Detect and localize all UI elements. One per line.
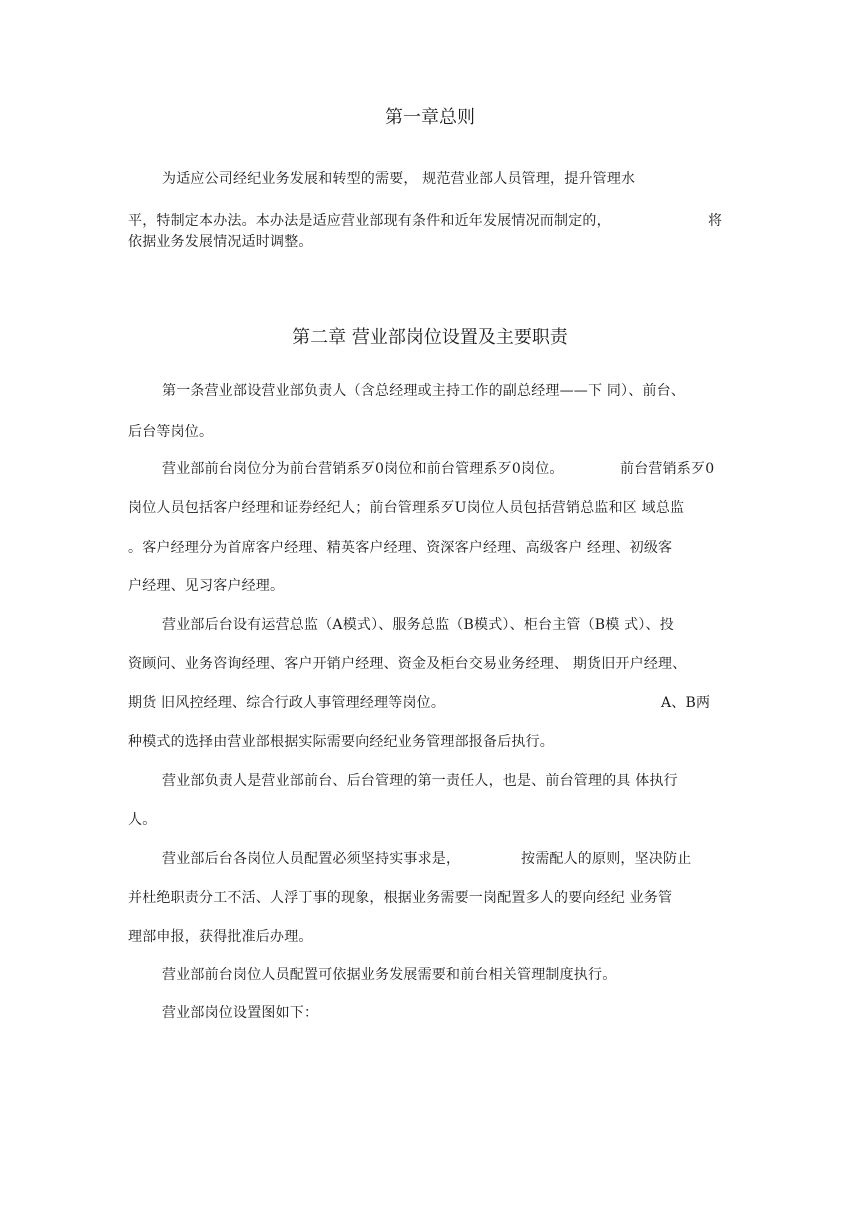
chapter-2-line-7: 营业部后台设有运营总监（A模式）、服务总监（B模式）、柜台主管（B模 式）、投 bbox=[162, 617, 674, 633]
chapter-2-line-11: 营业部负责人是营业部前台、后台管理的第一责任人，也是、前台管理的具 体执行 bbox=[162, 773, 678, 789]
chapter-1-paragraph-line-3: 依据业务发展情况适时调整。 bbox=[128, 234, 313, 250]
chapter-2-line-6: 户经理、见习客户经理。 bbox=[128, 578, 285, 594]
chapter-2-line-9-tail: A、B两 bbox=[661, 695, 711, 711]
chapter-2-line-2: 后台等岗位。 bbox=[128, 424, 214, 440]
chapter-1-paragraph-line-1: 为适应公司经纪业务发展和转型的需要， 规范营业部人员管理，提升管理水 bbox=[162, 171, 636, 187]
chapter-2-line-14: 并杜绝职责分工不活、人浮丁事的现象，根据业务需要一岗配置多人的要向经纪 业务管 bbox=[128, 890, 673, 906]
chapter-2-line-8: 资顾问、业务咨询经理、客户开销户经理、资金及柜台交易业务经理、 期货旧开户经理、 bbox=[128, 656, 687, 672]
chapter-2-line-15: 理部申报，获得批准后办理。 bbox=[128, 929, 313, 945]
chapter-2-line-9: 期货 旧风控经理、综合行政人事管理经理等岗位。 bbox=[128, 695, 446, 711]
chapter-2-line-10: 种模式的选择由营业部根据实际需要向经纪业务管理部报备后执行。 bbox=[128, 734, 554, 750]
chapter-2-title: 第二章 营业部岗位设置及主要职责 bbox=[292, 327, 568, 348]
chapter-1-title: 第一章总则 bbox=[385, 107, 475, 128]
chapter-2-line-1: 第一条营业部设营业部负责人（含总经理或主持工作的副总经理——下 同）、前台、 bbox=[162, 383, 686, 399]
chapter-2-line-3-tail: 前台营销系歹0 bbox=[620, 461, 715, 477]
chapter-1-paragraph-line-2: 平，特制定本办法。本办法是适应营业部现有条件和近年发展情况而制定的， bbox=[128, 213, 611, 229]
chapter-2-line-17: 营业部岗位设置图如下： bbox=[162, 1005, 319, 1021]
chapter-2-line-16: 营业部前台岗位人员配置可依据业务发展需要和前台相关管理制度执行。 bbox=[162, 967, 617, 983]
chapter-2-line-12: 人。 bbox=[128, 812, 157, 828]
chapter-1-paragraph-line-2-tail: 将 bbox=[708, 213, 723, 229]
chapter-2-line-5: 。客户经理分为首席客户经理、精英客户经理、资深客户经理、高级客户 经理、初级客 bbox=[128, 540, 673, 556]
chapter-2-line-3: 营业部前台岗位分为前台营销系歹0岗位和前台管理系歹0岗位。 bbox=[162, 461, 564, 477]
chapter-2-line-13-tail: 按需配人的原则，坚决防止 bbox=[521, 851, 692, 867]
chapter-2-line-4: 岗位人员包括客户经理和证券经纪人；前台管理系歹U岗位人员包括营销总监和区 域总监 bbox=[128, 500, 685, 516]
chapter-2-line-13: 营业部后台各岗位人员配置必须坚持实事求是， bbox=[162, 851, 461, 867]
